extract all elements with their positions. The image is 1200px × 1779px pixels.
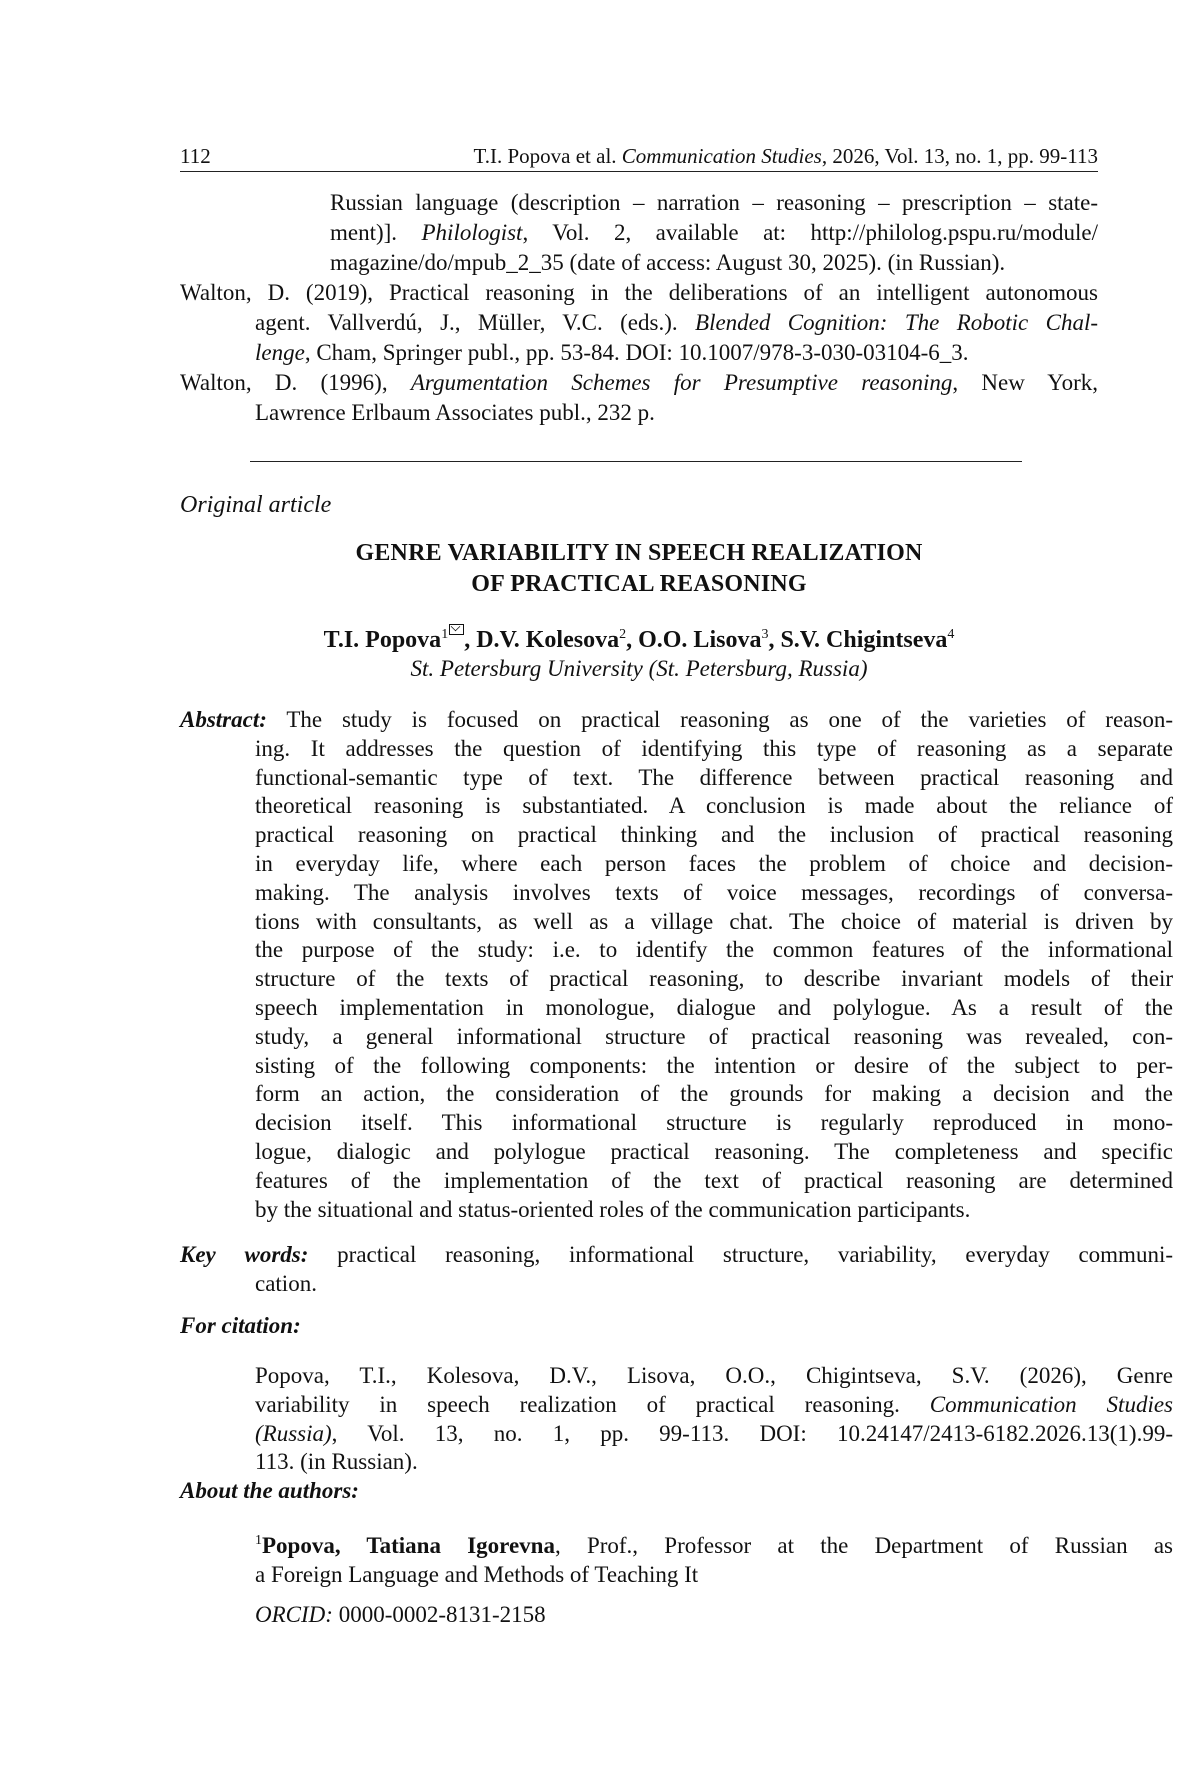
author-name: , O.O. Lisova: [626, 627, 762, 653]
abstract-line: sisting of the following components: the intention or desire of the subject to per-: [255, 1052, 1173, 1078]
abstract-line: by the situational and status-oriented roles of the communication participants.: [255, 1196, 971, 1222]
running-header: [180, 143, 1098, 172]
abstract-line: structure of the texts of practical reasoning, to describe invariant models of their: [255, 966, 1173, 992]
author-list: [180, 624, 1098, 654]
envelope-icon: [449, 624, 464, 635]
abstract-line: in everyday life, where each person faces the problem of choice and decision-: [255, 850, 1173, 876]
orcid-label: ORCID:: [255, 1602, 333, 1627]
abstract: [180, 706, 1173, 1224]
ref-text: Walton, D. (1996),: [180, 370, 388, 395]
citation-line: [255, 1391, 1173, 1420]
abstract-line: speech implementation in monologue, dialogue and polylogue. As a result of the: [255, 994, 1173, 1020]
citation-suffix: , 2026, Vol. 13, no. 1, pp. 99-113: [821, 144, 1098, 168]
author-sup: 4: [947, 627, 955, 642]
keywords-line: [180, 1241, 1173, 1270]
bio-text: , Prof., Professor at the Department of Russian as: [554, 1533, 1173, 1558]
reference-item: [180, 368, 1098, 428]
ref-journal: Philologist: [421, 220, 523, 245]
abstract-line: logue, dialogic and polylogue practical reasoning. The completeness and specific: [255, 1138, 1173, 1164]
article-title: [180, 538, 1098, 600]
author-sup: 1: [441, 627, 449, 642]
page-number: 112: [180, 144, 211, 168]
reference-list: [180, 188, 1098, 428]
citation-line: [255, 1420, 1173, 1449]
journal-name: Communication Studies: [621, 144, 822, 168]
abstract-line: the purpose of the study: i.e. to identify the common features of the informational: [255, 937, 1173, 963]
ref-line: magazine/do/mpub_2_35 (date of access: August 30, 2025). (in Russian).: [330, 250, 1006, 275]
abstract-line: form an action, the consideration of the grounds for making a decision and the: [255, 1081, 1173, 1107]
abstract-line: ing. It addresses the question of identifying this type of reasoning as a separate: [255, 735, 1173, 761]
keywords-label: Key words:: [180, 1242, 309, 1267]
author-name: , D.V. Kolesova: [464, 627, 620, 653]
abstract-line: features of the implementation of the text of practical reasoning are determined: [255, 1167, 1173, 1193]
citation-block: [180, 1362, 1173, 1477]
ref-book-title: Argumentation Schemes for Presumptive reasoning: [410, 370, 953, 395]
ref-line: Walton, D. (2019), Practical reasoning in the deliberations of an intelligent autonomous: [180, 280, 1098, 305]
citation-journal: Communication Studies: [929, 1391, 1173, 1417]
ref-text: , New York,: [952, 370, 1098, 395]
article-type-label: Original article: [180, 492, 332, 518]
author-bio: [180, 1527, 1173, 1590]
author-name: , S.V. Chigintseva: [768, 627, 948, 653]
affiliation: St. Petersburg University (St. Petersburg, Russia): [410, 656, 868, 681]
ref-book-title: lenge: [255, 340, 305, 365]
orcid-line: [255, 1601, 1173, 1630]
abstract-line: practical reasoning on practical thinking and the inclusion of practical reasoning: [255, 822, 1173, 848]
running-citation: [473, 143, 1098, 169]
abstract-line: decision itself. This informational structure is regularly reproduced in mono-: [255, 1110, 1173, 1136]
ref-line: Lawrence Erlbaum Associates publ., 232 p.: [255, 400, 655, 425]
abstract-line: tions with consultants, as well as a village chat. The choice of material is driven by: [255, 908, 1173, 934]
ref-text: , Cham, Springer publ., pp. 53-84. DOI: 10.1007/978-3-030-03104-6_3.: [304, 340, 969, 365]
reference-item: [180, 188, 1098, 278]
citation-prefix: T.I. Popova et al.: [473, 144, 617, 168]
abstract-line: making. The analysis involves texts of voice messages, recordings of conversa-: [255, 879, 1173, 905]
citation-line: Popova, T.I., Kolesova, D.V., Lisova, O.O., Chigintseva, S.V. (2026), Genre: [255, 1363, 1173, 1388]
orcid-row: [180, 1601, 1173, 1630]
abstract-line: [180, 706, 1173, 735]
ref-text: , Vol. 2, available at: http://philolog.pspu.ru/module/: [522, 220, 1098, 245]
citation-text: , Vol. 13, no. 1, pp. 99-113. DOI: 10.24147/2413-6182.2026.13(1).99-: [331, 1420, 1173, 1446]
title-line: OF PRACTICAL REASONING: [471, 571, 807, 597]
bio-sup: 1: [255, 1533, 262, 1548]
citation-text: variability in speech realization of practical reasoning.: [255, 1391, 900, 1417]
abstract-line: theoretical reasoning is substantiated. A conclusion is made about the reliance of: [255, 793, 1173, 819]
author-name: T.I. Popova: [323, 627, 442, 653]
citation-journal: (Russia): [255, 1420, 332, 1446]
ref-line: [255, 218, 1098, 248]
abstract-line: functional-semantic type of text. The difference between practical reasoning and: [255, 764, 1173, 790]
author-sup: 2: [619, 627, 627, 642]
ref-line: [255, 308, 1098, 338]
keywords: [180, 1241, 1173, 1299]
reference-item: [180, 278, 1098, 368]
citation-label: For citation:: [180, 1313, 301, 1338]
abstract-text: The study is focused on practical reasoning as one of the varieties of reason-: [286, 707, 1173, 732]
section-divider: [250, 461, 1022, 462]
citation-line: 113. (in Russian).: [255, 1449, 418, 1475]
abstract-label: Abstract:: [180, 707, 267, 732]
ref-text: ment)].: [330, 220, 398, 245]
abstract-line: study, a general informational structure of practical reasoning was revealed, con-: [255, 1023, 1173, 1049]
ref-book-title: Blended Cognition: The Robotic Chal-: [695, 310, 1098, 335]
ref-line: Russian language (description – narration – reasoning – prescription – state-: [330, 190, 1098, 215]
bio-line: a Foreign Language and Methods of Teaching It: [255, 1561, 699, 1587]
author-sup: 3: [761, 627, 769, 642]
bio-line: [255, 1527, 1173, 1561]
keywords-line: cation.: [255, 1270, 317, 1296]
citation-label-row: [180, 1312, 1098, 1341]
keywords-text: practical reasoning, informational structure, variability, everyday communi-: [337, 1242, 1173, 1267]
orcid-value: 0000-0002-8131-2158: [338, 1602, 546, 1627]
ref-line: [255, 338, 1098, 368]
title-line: GENRE VARIABILITY IN SPEECH REALIZATION: [355, 540, 923, 566]
about-label-row: [180, 1477, 1098, 1506]
ref-text: agent. Vallverdú, J., Müller, V.C. (eds.).: [255, 310, 678, 335]
bio-name: Popova, Tatiana Igorevna: [262, 1533, 555, 1558]
about-label: About the authors:: [180, 1478, 359, 1503]
ref-line: [180, 368, 1098, 398]
